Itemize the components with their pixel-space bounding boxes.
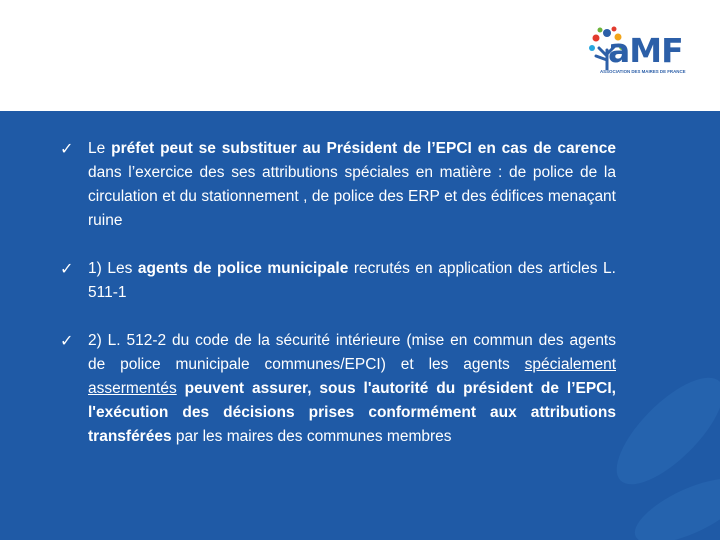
checkmark-icon: ✓: [60, 259, 74, 278]
bullet-item: [60, 329, 616, 449]
header-band: [0, 0, 720, 111]
text-segment: [177, 380, 185, 397]
text-segment: dans l’exercice des ses attributions spéciales en matière : de police de la circulation et du stationnement , de police des ERP et des édifices menaçant ruine: [88, 164, 616, 229]
bullet-item: [60, 137, 616, 233]
amf-logo: [588, 22, 688, 84]
bullet-list: [60, 137, 616, 449]
text-segment: par les maires des communes membres: [171, 428, 452, 445]
text-segment: recrutés en application des articles L. 511-1: [88, 260, 616, 301]
logo-wordmark: aMF: [608, 31, 683, 70]
bullet-text: [88, 329, 616, 449]
text-segment: 1) Les: [88, 260, 138, 277]
text-segment: peuvent assurer, sous l'autorité du président de l’EPCI, l'exécution des décisions prises conformément aux attributions transférées: [88, 380, 616, 445]
text-segment: préfet peut se substituer au Président de l’EPCI en cas de carence: [111, 140, 616, 157]
text-segment: Le: [88, 140, 112, 157]
text-segment: spécialement assermentés: [88, 356, 616, 397]
bullet-text: [88, 137, 616, 233]
checkmark-icon: ✓: [60, 331, 74, 350]
logo-tagline: ASSOCIATION DES MAIRES DE FRANCE: [600, 69, 686, 74]
bullet-text: [88, 257, 616, 305]
bullet-item: [60, 257, 616, 305]
text-segment: 2) L. 512-2 du code de la sécurité intérieure (mise en commun des agents de police municipale communes/EPCI) et les agents: [88, 332, 616, 373]
text-segment: agents de police municipale: [137, 260, 349, 277]
checkmark-icon: ✓: [60, 139, 74, 158]
